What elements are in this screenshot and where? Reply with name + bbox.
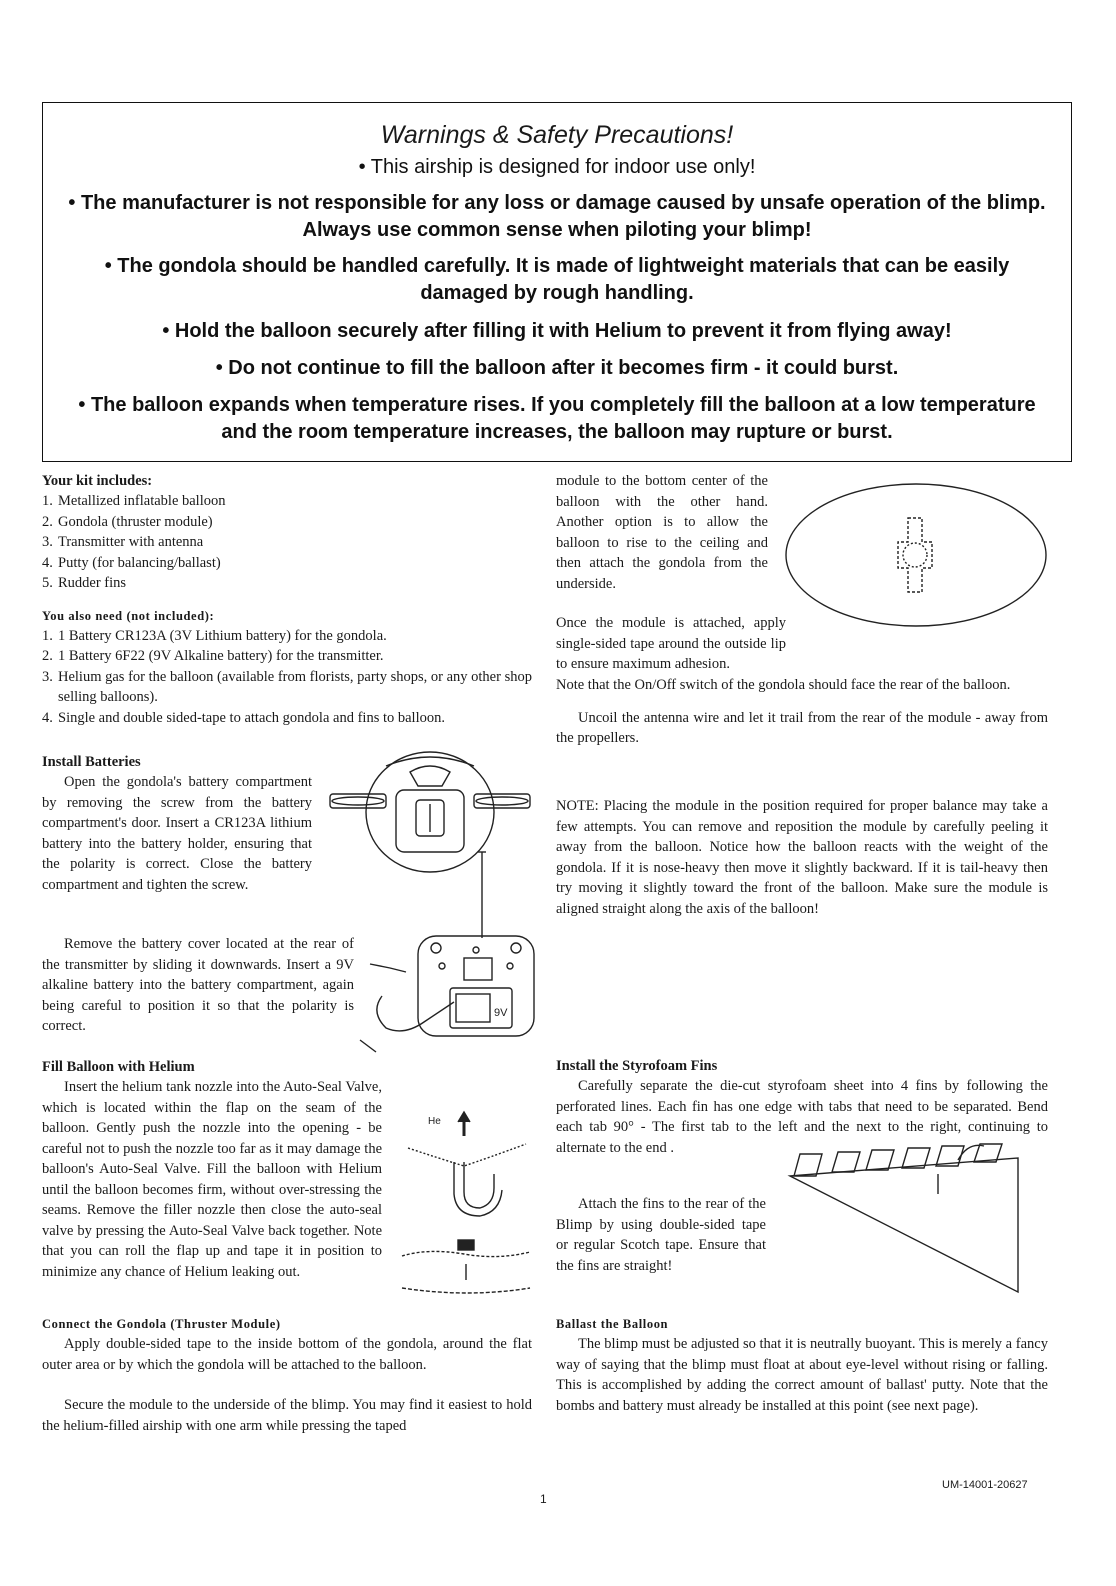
connect-gondola-p2: Secure the module to the underside of the blimp. You may find it easiest to hold the helium-filled airship with one arm while pressing the taped [42,1397,532,1434]
fill-balloon-p1: Insert the helium tank nozzle into the Auto-Seal Valve, which is located within the flap on the seam of the balloon. Gently push the nozzle into the opening - be careful not to push the nozzle too far as it may damage the balloon's Auto-Seal Valve. Fill the balloon with Helium until the balloon becomes firm, without over-stressing the seams. Remove the filler nozzle then close the auto-seal valve by pressing the Auto-Seal Valve back together. Note that you can roll the flap up and tape it in position to minimize any chance of Helium leaking out. [42,1079,382,1280]
ballast-p1: The blimp must be adjusted so that it is neutrally buoyant. This is merely a fancy way of saying that the blimp must float at about eye-level without rising or falling. This is accomplished by adding the correct amount of ballast' putty. Note that the bombs and battery must already be installed at this point (see next page). [556,1336,1048,1414]
balance-note-text: NOTE: Placing the module in the position required for proper balance may take a few attempts. You can remove and reposition the module by carefully peeling it away from the balloon. Notice how the balloon reacts with the weight of the gondola. If it is nose-heavy then move it slightly backward. If it is tail-heavy then try moving it slightly toward the front of the balloon. Make sure the module is aligned straight along the axis of the balloon! [556,798,1048,917]
switch-orientation-text: Note that the On/Off switch of the gondola should face the rear of the balloon. [556,677,1011,693]
list-item [42,667,542,708]
fins-p1: Carefully separate the die-cut styrofoam sheet into 4 fins by following the perforated lines. Each fin has one edge with tabs that need to be separated. Bend each tab 90° - The first tab to the left and the next to the right, continuing to alternate to the end . [556,1078,1048,1156]
he-label: He [428,1116,441,1127]
transmitter-illustration [360,852,540,1048]
warning-manufacturer: • The manufacturer is not responsible for any loss or damage caused by unsafe operation of the blimp. Always use common sense when piloting your blimp! [68,192,1046,241]
module-tape-text: Once the module is attached, apply single-sided tape around the outside lip to ensure maximum adhesion. [556,615,786,672]
warnings-title: Warnings & Safety Precautions! [380,121,734,149]
list-number: 3. [42,534,53,550]
list-number: 3. [42,668,53,685]
right-cont-3 [556,675,1048,749]
fill-balloon-heading: Fill Balloon with Helium [42,1059,195,1075]
warning-gondola-handling: • The gondola should be handled carefully. It is made of lightweight materials that can be easily damaged by rough handling. [104,255,1010,304]
ballast-heading: Ballast the Balloon [556,1317,669,1331]
list-text: Gondola (thruster module) [58,513,213,530]
list-item [42,646,542,667]
warning-do-not-overfill: • Do not continue to fill the balloon after it becomes firm - it could burst. [215,357,899,379]
list-number: 4. [42,554,53,571]
connect-gondola-section [42,1314,532,1436]
list-item [42,491,542,512]
connect-gondola-p1: Apply double-sided tape to the inside bottom of the gondola, around the flat outer area or by which the gondola will be attached to the balloon. [42,1336,532,1373]
list-text: Putty (for balancing/ballast) [58,554,221,571]
antenna-text: Uncoil the antenna wire and let it trail from the rear of the module - away from the propellers. [556,709,1048,746]
list-item [42,532,542,553]
right-cont-2 [556,613,786,675]
list-text: Single and double sided-tape to attach gondola and fins to balloon. [58,709,445,726]
right-cont-1 [556,471,768,594]
list-item [42,626,542,647]
fin-illustration [788,1140,1028,1300]
warning-indoor-only: • This airship is designed for indoor use only! [358,156,756,178]
battery-label: 9V [494,1007,508,1019]
list-number: 2. [42,513,53,530]
install-batteries-heading: Install Batteries [42,754,141,770]
list-number: 5. [42,575,53,591]
balance-note-section [556,796,1048,919]
list-item [42,708,542,729]
list-text: 1 Battery 6F22 (9V Alkaline battery) for the transmitter. [58,648,384,664]
transmitter-battery-section [42,934,354,1037]
left-column [42,471,542,728]
install-batteries-p1: Open the gondola's battery compartment by removing the screw from the battery compartment's door. Insert a CR123A lithium battery into the battery holder, ensuring that the polarity is correct. Close the battery compartment and tighten the screw. [42,774,312,893]
warning-temperature: • The balloon expands when temperature rises. If you completely fill the balloon at a low temperature and the room temperature increases, the balloon may rupture or burst. [78,394,1036,443]
list-text: Rudder fins [58,575,127,591]
warning-hold-balloon: • Hold the balloon securely after filling it with Helium to prevent it from flying away! [162,320,952,342]
fins-heading: Install the Styrofoam Fins [556,1058,718,1074]
list-number: 2. [42,648,53,664]
list-number: 1. [42,627,53,644]
kit-list [42,491,542,594]
install-batteries-section [42,752,312,895]
list-number: 4. [42,709,53,726]
list-item [42,573,542,594]
module-attach-text: module to the bottom center of the balloon with the other hand. Another option is to allow the balloon to rise to the ceiling and then attach the gondola from the underside. [556,473,768,592]
kit-heading: Your kit includes: [42,473,153,489]
warnings-box [42,102,1072,462]
list-text: Helium gas for the balloon (available from florists, party shops, or any other shop selling balloons). [58,668,532,705]
ballast-section [556,1314,1048,1416]
need-list [42,626,542,729]
list-text: Transmitter with antenna [58,534,204,550]
fill-balloon-section [42,1057,382,1282]
fins-attach-section [556,1194,766,1276]
install-batteries-p2: Remove the battery cover located at the rear of the transmitter by sliding it downwards. Insert a 9V alkaline battery into the battery compartment, again being careful to position it so that the polarity is correct. [42,936,354,1034]
list-number: 1. [42,493,53,509]
balloon-bottom-view-illustration [784,482,1048,628]
document-code: UM-14001-20627 [942,1479,1028,1491]
need-heading: You also need (not included): [42,608,215,623]
list-item [42,553,542,574]
list-text: 1 Battery CR123A (3V Lithium battery) for the gondola. [58,627,387,644]
helium-valve-illustration [398,1108,538,1304]
page-number: 1 [540,1492,547,1506]
connect-gondola-heading: Connect the Gondola (Thruster Module) [42,1317,281,1331]
fins-p2: Attach the fins to the rear of the Blimp by using double-sided tape or regular Scotch tape. Ensure that the fins are straight! [556,1196,766,1274]
list-text: Metallized inflatable balloon [58,493,226,509]
list-item [42,512,542,533]
